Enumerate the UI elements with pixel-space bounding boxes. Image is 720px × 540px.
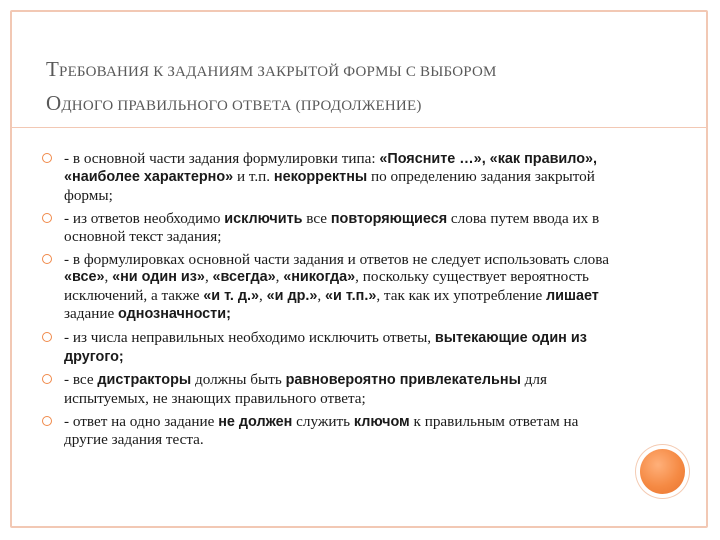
bullet-item (42, 371, 622, 407)
bold-text: «Поясните …», «как правило», «наиболее характерно» (64, 151, 598, 186)
bullet-item (42, 251, 622, 324)
text: , так как их употребление (376, 286, 546, 304)
bullet-list (42, 150, 622, 454)
text: , (104, 268, 113, 286)
bold-text: повторяющиеся (330, 210, 448, 227)
bold-text: лишает (545, 287, 599, 304)
bullet-item (42, 413, 622, 449)
bold-text: не должен (218, 413, 293, 430)
bold-text: дистракторы (97, 372, 192, 389)
bold-text: «ни один из» (112, 269, 205, 286)
bold-text: «и т.п.» (325, 287, 377, 304)
bullet-item (42, 150, 622, 204)
text: должны быть (191, 371, 286, 389)
text: - ответ на одно задание (64, 412, 219, 430)
text: , (259, 286, 267, 304)
title-line-1: ТРЕБОВАНИЯ К ЗАДАНИЯМ ЗАКРЫТОЙ ФОРМЫ С ВЫБОРОМ (46, 57, 497, 81)
text: все (302, 209, 331, 227)
circle-bullet-icon (42, 254, 54, 266)
circle-bullet-icon (42, 416, 54, 428)
bullet-item (42, 210, 622, 246)
text: к правильным ответам на другие задания теста. (64, 412, 579, 449)
title-line-2: ОДНОГО ПРАВИЛЬНОГО ОТВЕТА (ПРОДОЛЖЕНИЕ) (46, 91, 422, 115)
bold-text: вытекающие один из другого; (64, 330, 587, 365)
circle-bullet-icon (42, 374, 54, 386)
bold-text: «все» (64, 269, 105, 286)
bold-text: «никогда» (283, 269, 356, 286)
text: служить (292, 412, 354, 430)
text: - из ответов необходимо (64, 209, 225, 227)
slide-title (46, 54, 646, 122)
bold-text: «всегда» (212, 269, 276, 286)
text: , (204, 268, 213, 286)
circle-bullet-icon (42, 153, 54, 165)
text: задание (64, 305, 119, 323)
text: - в основной части задания формулировки типа: (64, 150, 380, 167)
bold-text: исключить (224, 210, 303, 227)
text: - все (64, 371, 98, 389)
text: для испытуемых, не знающих правильного ответа; (64, 371, 547, 407)
circle-bullet-icon (42, 332, 54, 344)
text: - в формулировках основной части задания и ответов не следует использовать слова (64, 251, 609, 269)
orange-circle-decoration (640, 449, 685, 494)
text: , (317, 286, 325, 304)
bold-text: однозначности; (118, 306, 231, 323)
bold-text: «и др.» (266, 287, 318, 304)
bullet-item (42, 329, 622, 366)
bold-text: «и т. д.» (203, 287, 260, 304)
text: , поскольку существует вероятность исключений, а также (64, 268, 589, 304)
circle-bullet-icon (42, 213, 54, 225)
text: по определению задания закрытой формы; (64, 168, 595, 204)
text: , (275, 268, 284, 286)
text: и т.п. (233, 168, 274, 186)
bold-text: равновероятно привлекательны (285, 372, 521, 389)
title-divider (10, 127, 708, 128)
text: - из числа неправильных необходимо исключить ответы, (64, 329, 435, 347)
bold-text: ключом (353, 413, 410, 430)
text: слова путем ввода их в основной текст задания; (64, 209, 600, 246)
bold-text: некорректны (273, 169, 368, 186)
